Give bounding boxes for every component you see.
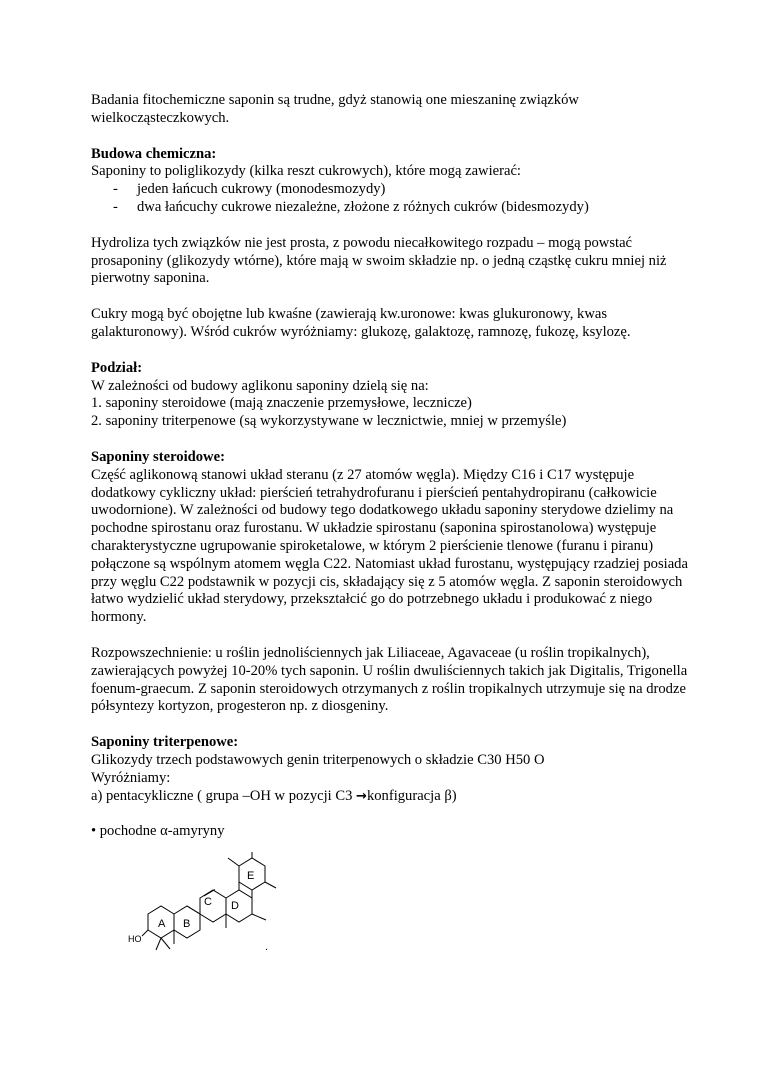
right-arrow-icon: →: [356, 788, 367, 804]
list-item-text: dwa łańcuchy cukrowe niezależne, złożone z różnych cukrów (bidesmozydy): [137, 198, 589, 215]
rozpowszechnienie-paragraph: Rozpowszechnienie: u roślin jednoliściennych jak Liliaceae, Agavaceae (u roślin tropikalnych), zawierających powyżej 10-20% tych saponin. U roślin dwuliściennych takich jak Digitalis, Trigonella foenum-graecum. Z saponin steroidowych otrzymanych z roślin tropikalnych utrzymuje się na drodze półsyntezy kortyzon, progesteron np. z diosgeniny.: [91, 644, 688, 715]
triterpenowe-line2: Wyróżniamy:: [91, 769, 171, 786]
ring-label: E: [247, 870, 255, 882]
steroidowe-paragraph: Część aglikonową stanowi układ steranu (z 27 atomów węgla). Między C16 i C17 występuje dodatkowy cykliczny układ: pierścień tetrahydrofuranu i pierścień pentahydropiranu (całkowicie uwodornione). W zależności od budowy tego dodatkowego układu saponiny sterydowe dzielimy na pochodne spirostanu oraz furostanu. W układzie spirostanu (saponina spirostanolowa) występuje charakterystyczne ugrupowanie spiroketalowe, w którym 2 pierścienie tlenowe (furanu i piranu) połączone są wspólnym atomem węgla C22. Natomiast układ furostanu, występujący rzadziej posiada przy węglu C22 podstawnik w pozycji cis, składający się z 5 atomów węgla. Z saponin steroidowych łatwo wydzielić układ sterydowy, przekształcić go do potrzebnego układu i produkować z niego hormony.: [91, 466, 688, 626]
list-item: 2. saponiny triterpenowe (są wykorzystywane w lecznictwie, mniej w przemyśle): [91, 413, 567, 430]
budowa-lead: Saponiny to poliglikozydy (kilka reszt cukrowych), które mogą zawierać:: [91, 163, 521, 180]
alpha-amyrin-structure: [128, 852, 278, 967]
ring-label: D: [231, 900, 239, 912]
intro-paragraph: Badania fitochemiczne saponin są trudne, gdyż stanowią one mieszaninę związków wielkocząsteczkowych.: [91, 92, 579, 126]
ring-d-shape: [226, 890, 252, 922]
dash-marker: -: [113, 181, 118, 198]
podzial-lead: W zależności od budowy aglikonu saponiny dzielą się na:: [91, 377, 429, 394]
bullet-amyrin: • pochodne α-amyryny: [91, 823, 225, 840]
hydroliza-paragraph: Hydroliza tych związków nie jest prosta, z powodu niecałkowitego rozpadu – mogą powstać prosaponiny (glikozydy wtórne), które mają w swoim składzie np. o jedną cząstkę cukru mniej niż pierwotny saponina.: [91, 234, 667, 287]
list-item: [91, 199, 691, 217]
podzial-heading: Podział:: [91, 359, 143, 376]
dash-marker: -: [113, 198, 118, 215]
triterpenowe-heading: Saponiny triterpenowe:: [91, 734, 239, 751]
trailing-dot: .: [265, 941, 269, 953]
list-item: [91, 181, 691, 199]
ring-label: C: [204, 896, 212, 908]
line3-text-end: konfiguracja β): [366, 787, 457, 804]
cukry-paragraph: Cukry mogą być obojętne lub kwaśne (zawierają kw.uronowe: kwas glukuronowy, kwas galakturonowy). Wśród cukrów wyróżniamy: glukozę, galaktozę, ramnozę, fukozę, ksylozę.: [91, 306, 631, 340]
ring-label: A: [158, 918, 166, 930]
line3-text: a) pentacykliczne ( grupa –OH w pozycji C3: [91, 787, 357, 804]
triterpenowe-line1: Glikozydy trzech podstawowych genin triterpenowych o składzie C30 H50 O: [91, 751, 545, 768]
ring-label: B: [183, 918, 191, 930]
budowa-heading: Budowa chemiczna:: [91, 145, 217, 162]
document-body: [91, 92, 691, 841]
triterpenowe-line3: [91, 788, 691, 806]
structure-diagram: [128, 852, 278, 967]
steroidowe-heading: Saponiny steroidowe:: [91, 448, 225, 465]
list-item-text: jeden łańcuch cukrowy (monodesmozydy): [137, 181, 386, 198]
list-item: 1. saponiny steroidowe (mają znaczenie przemysłowe, lecznicze): [91, 395, 472, 412]
hydroxyl-label: HO: [128, 934, 142, 944]
